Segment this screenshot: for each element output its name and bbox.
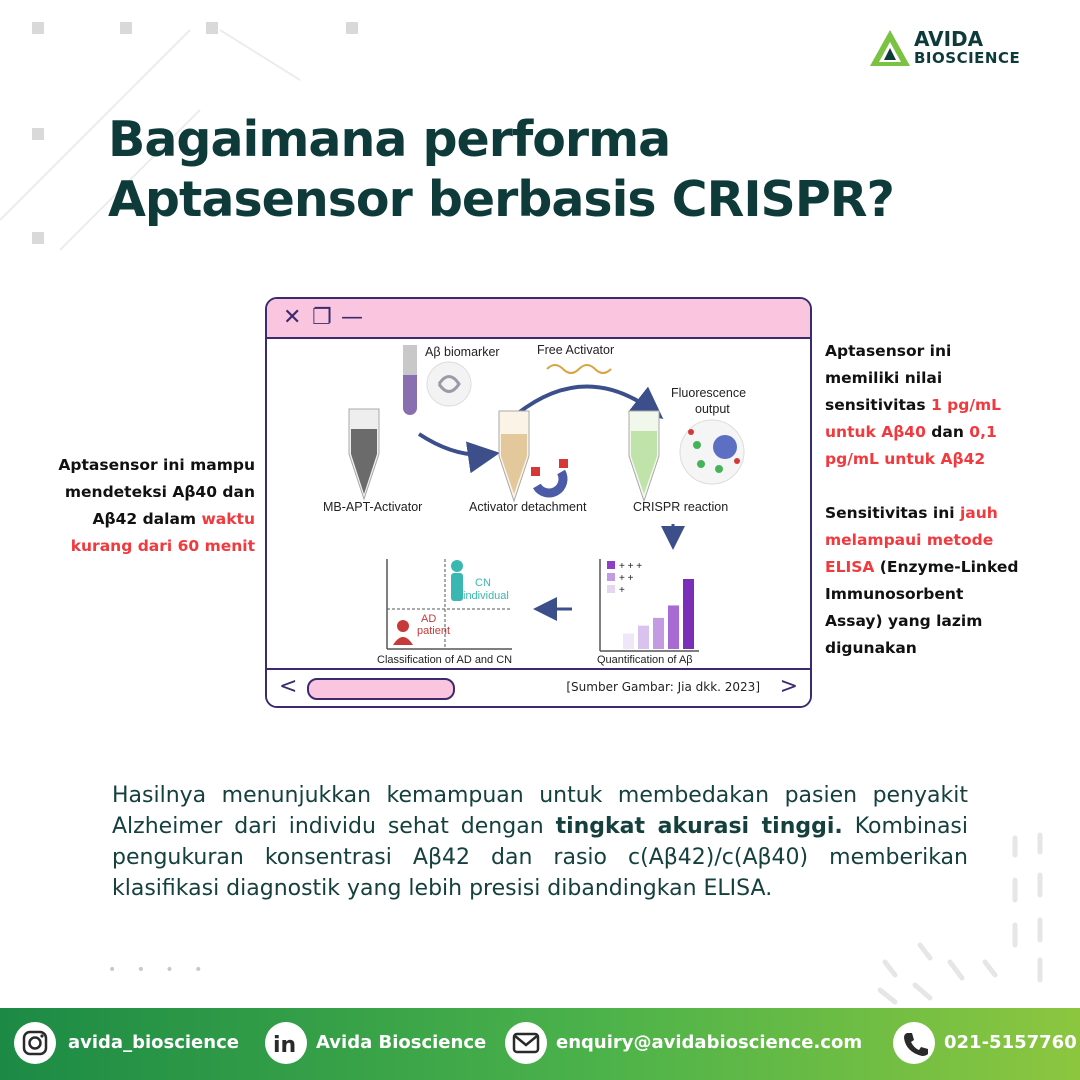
legend-high: + + + xyxy=(619,561,643,572)
right-note-line xyxy=(825,500,1070,527)
free-activator-strand xyxy=(547,365,611,373)
left-note-line xyxy=(10,506,255,533)
instagram-icon[interactable] xyxy=(14,1022,56,1064)
phone-icon[interactable] xyxy=(893,1022,935,1064)
label-ab-biomarker: Aβ biomarker xyxy=(425,345,500,359)
right-note-highlight: jauh xyxy=(959,504,998,522)
label-free-activator: Free Activator xyxy=(537,343,615,357)
quant-bar xyxy=(623,633,634,649)
right-note xyxy=(825,338,1070,662)
paragraph-bold: tingkat akurasi tinggi. xyxy=(555,814,843,839)
paragraph-text: Hasilnya menunjukkan kemampuan untuk membedakan pasien penyakit Alzheimer dari individu sehat dengan xyxy=(112,783,968,839)
right-note-text: Sensitivitas ini xyxy=(825,504,960,522)
ad-person-icon xyxy=(393,620,413,645)
brand-line2: BIOSCIENCE xyxy=(914,49,1021,67)
crispr-diagram xyxy=(267,339,812,670)
classification-panel xyxy=(387,559,512,649)
left-note-text: Aβ42 dalam xyxy=(92,510,202,528)
window-titlebar xyxy=(267,299,810,339)
fluor-dot xyxy=(693,441,701,449)
right-note-line xyxy=(825,419,1070,446)
right-note-line: Aptasensor ini xyxy=(825,342,952,360)
quench-dot xyxy=(688,429,694,435)
label-cn-sub: individual xyxy=(463,590,509,602)
quant-bar xyxy=(653,618,664,649)
footer-bar xyxy=(0,1008,1080,1080)
biomarker-circle xyxy=(427,362,471,406)
minimize-icon[interactable]: — xyxy=(341,305,363,330)
label-ad-sub: patient xyxy=(417,625,451,637)
fluor-dot xyxy=(715,465,723,473)
decor-square xyxy=(32,232,44,244)
left-note-line: Aptasensor ini mampu xyxy=(58,456,255,474)
label-ad: AD xyxy=(421,613,437,625)
label-mb-apt: MB-APT-Activator xyxy=(323,500,423,514)
right-note-highlight: 0,1 xyxy=(969,423,997,441)
left-note-highlight: kurang dari 60 menit xyxy=(70,537,255,555)
summary-paragraph xyxy=(112,780,968,904)
detachment-tube-icon xyxy=(499,411,529,501)
right-note-highlight: melampaui metode xyxy=(825,531,994,549)
cn-person-icon xyxy=(451,560,463,601)
spacer xyxy=(825,473,1070,500)
right-note-text: dan xyxy=(925,423,970,441)
brand-line1: AVIDA xyxy=(914,27,984,51)
close-icon[interactable]: ✕ xyxy=(283,305,302,330)
brand-name xyxy=(914,27,1021,68)
email-address[interactable]: enquiry@avidabioscience.com xyxy=(556,1032,863,1053)
left-note-highlight: waktu xyxy=(201,510,255,528)
quench-dot xyxy=(734,458,740,464)
label-quantification: Quantification of Aβ xyxy=(597,654,693,666)
arrow-to-detachment xyxy=(419,434,492,455)
right-note-line: Assay) yang lazim xyxy=(825,612,983,630)
phone-number[interactable]: 021-5157760 xyxy=(944,1032,1077,1053)
right-note-highlight: ELISA xyxy=(825,558,875,576)
decor-square xyxy=(120,22,132,34)
label-classification: Classification of AD and CN xyxy=(377,654,513,666)
right-note-line: memiliki nilai xyxy=(825,369,943,387)
brand-logo xyxy=(868,28,1058,72)
magnet-icon xyxy=(531,459,568,498)
decor-dots: • • • • xyxy=(108,962,211,978)
avida-logo-icon xyxy=(868,28,912,68)
left-note xyxy=(10,452,255,560)
email-icon[interactable] xyxy=(505,1022,547,1064)
right-note-highlight: untuk Aβ40 xyxy=(825,423,926,441)
right-note-line: Immunosorbent xyxy=(825,585,964,603)
right-note-text: (Enzyme-Linked xyxy=(874,558,1019,576)
label-cn: CN xyxy=(475,577,491,589)
decor-square xyxy=(206,22,218,34)
mb-apt-tube-icon xyxy=(349,409,379,499)
quant-bar xyxy=(638,626,649,649)
title-line1: Bagaimana performa xyxy=(108,111,671,168)
quant-bar xyxy=(668,605,679,649)
test-tube-icon xyxy=(403,345,417,415)
legend-mid: + + xyxy=(619,573,634,584)
paragraph-text: Kombinasi pengukuran konsentrasi Aβ42 dan rasio c(Aβ42)/c(Aβ40) memberikan klasifikasi diagnostik yang lebih presisi dibandingkan ELISA. xyxy=(112,814,968,901)
legend-low: + xyxy=(619,585,625,596)
image-source: [Sumber Gambar: Jia dkk. 2023] xyxy=(566,680,760,694)
page-title xyxy=(108,110,1008,230)
label-fluorescence-1: Fluorescence xyxy=(671,386,747,400)
left-note-line: mendeteksi Aβ40 dan xyxy=(64,483,255,501)
prev-arrow-icon[interactable]: < xyxy=(279,674,298,699)
fluor-dot xyxy=(697,460,705,468)
right-note-text: sensitivitas xyxy=(825,396,931,414)
instagram-handle[interactable]: avida_bioscience xyxy=(68,1032,239,1053)
decor-square xyxy=(32,22,44,34)
label-crispr: CRISPR reaction xyxy=(633,500,729,514)
quantification-chart xyxy=(600,559,699,651)
next-arrow-icon[interactable]: > xyxy=(779,674,798,699)
right-note-line xyxy=(825,554,1070,581)
scroll-thumb[interactable] xyxy=(307,678,455,700)
decor-square xyxy=(346,22,358,34)
label-detachment: Activator detachment xyxy=(469,500,587,514)
title-line2: Aptasensor berbasis CRISPR? xyxy=(108,171,894,228)
image-window xyxy=(265,297,812,708)
label-fluorescence-2: output xyxy=(695,402,730,416)
arrow-to-crispr xyxy=(517,387,657,415)
window-bottombar xyxy=(267,668,810,706)
restore-icon[interactable]: ❐ xyxy=(312,305,332,330)
decor-square xyxy=(32,128,44,140)
cas-protein-icon xyxy=(713,435,737,459)
svg-text:in: in xyxy=(273,1033,297,1058)
quant-bar xyxy=(683,579,694,649)
right-note-line xyxy=(825,392,1070,419)
right-note-highlight: pg/mL untuk Aβ42 xyxy=(825,450,986,468)
crispr-tube-icon xyxy=(629,411,659,501)
linkedin-icon[interactable] xyxy=(265,1022,307,1064)
right-note-highlight: 1 pg/mL xyxy=(930,396,1002,414)
linkedin-name[interactable]: Avida Bioscience xyxy=(316,1032,487,1053)
right-note-line: digunakan xyxy=(825,639,917,657)
